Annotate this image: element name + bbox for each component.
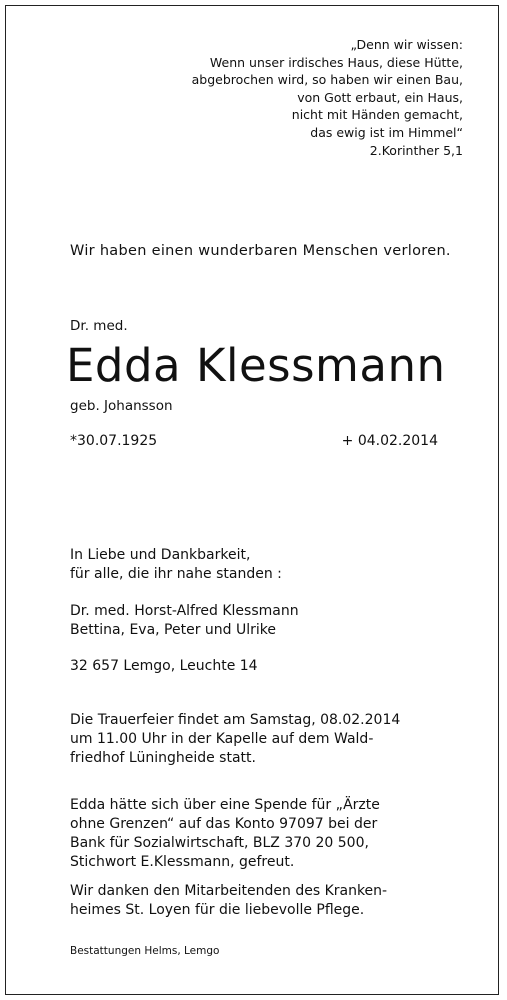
mourner-line: Bettina, Eva, Peter und Ulrike (70, 622, 277, 638)
donation-line: Stichwort E.Klessmann, gefreut. (70, 854, 295, 870)
thanks-line: In Liebe und Dankbarkeit, (70, 547, 251, 563)
donation-paragraph (70, 796, 380, 872)
quote-line: „Denn wir wissen: (350, 37, 463, 52)
quote-line: Wenn unser irdisches Haus, diese Hütte, (209, 54, 463, 70)
thanks-paragraph (70, 546, 282, 584)
care-thanks-paragraph (70, 882, 387, 920)
quote-line: nicht mit Händen gemacht, (291, 107, 463, 123)
birth-date: *30.07.1925 (70, 433, 158, 449)
donation-line: ohne Grenzen“ auf das Konto 97097 bei der (70, 816, 378, 832)
bible-quote (192, 36, 463, 159)
thanks-line: für alle, die ihr nahe standen : (70, 566, 282, 582)
quote-line: abgebrochen wird, so haben wir einen Bau, (191, 72, 463, 88)
mourner-line: Dr. med. Horst-Alfred Klessmann (70, 603, 299, 619)
donation-line: Edda hätte sich über eine Spende für „Ärzte (70, 797, 380, 813)
mourners-list (70, 602, 299, 640)
undertaker-credit: Bestattungen Helms, Lemgo (70, 945, 220, 957)
quote-source: 2.Korinther 5,1 (369, 142, 463, 158)
family-address: 32 657 Lemgo, Leuchte 14 (70, 658, 258, 674)
service-line: um 11.00 Uhr in der Kapelle auf dem Wald- (70, 731, 374, 747)
academic-title: Dr. med. (70, 318, 128, 334)
death-date: + 04.02.2014 (341, 433, 438, 449)
service-line: friedhof Lüningheide statt. (70, 750, 256, 766)
birth-name: geb. Johansson (70, 398, 173, 414)
service-line: Die Trauerfeier findet am Samstag, 08.02.2014 (70, 712, 401, 728)
funeral-service-paragraph (70, 711, 400, 768)
quote-line: von Gott erbaut, ein Haus, (297, 89, 463, 105)
intro-sentence: Wir haben einen wunderbaren Menschen verloren. (70, 243, 451, 259)
care-line: Wir danken den Mitarbeitenden des Kranken- (70, 883, 388, 899)
quote-line: das ewig ist im Himmel“ (310, 124, 463, 140)
care-line: heimes St. Loyen für die liebevolle Pflege. (70, 902, 365, 918)
donation-line: Bank für Sozialwirtschaft, BLZ 370 20 500, (70, 835, 369, 851)
deceased-name: Edda Klessmann (66, 339, 446, 392)
